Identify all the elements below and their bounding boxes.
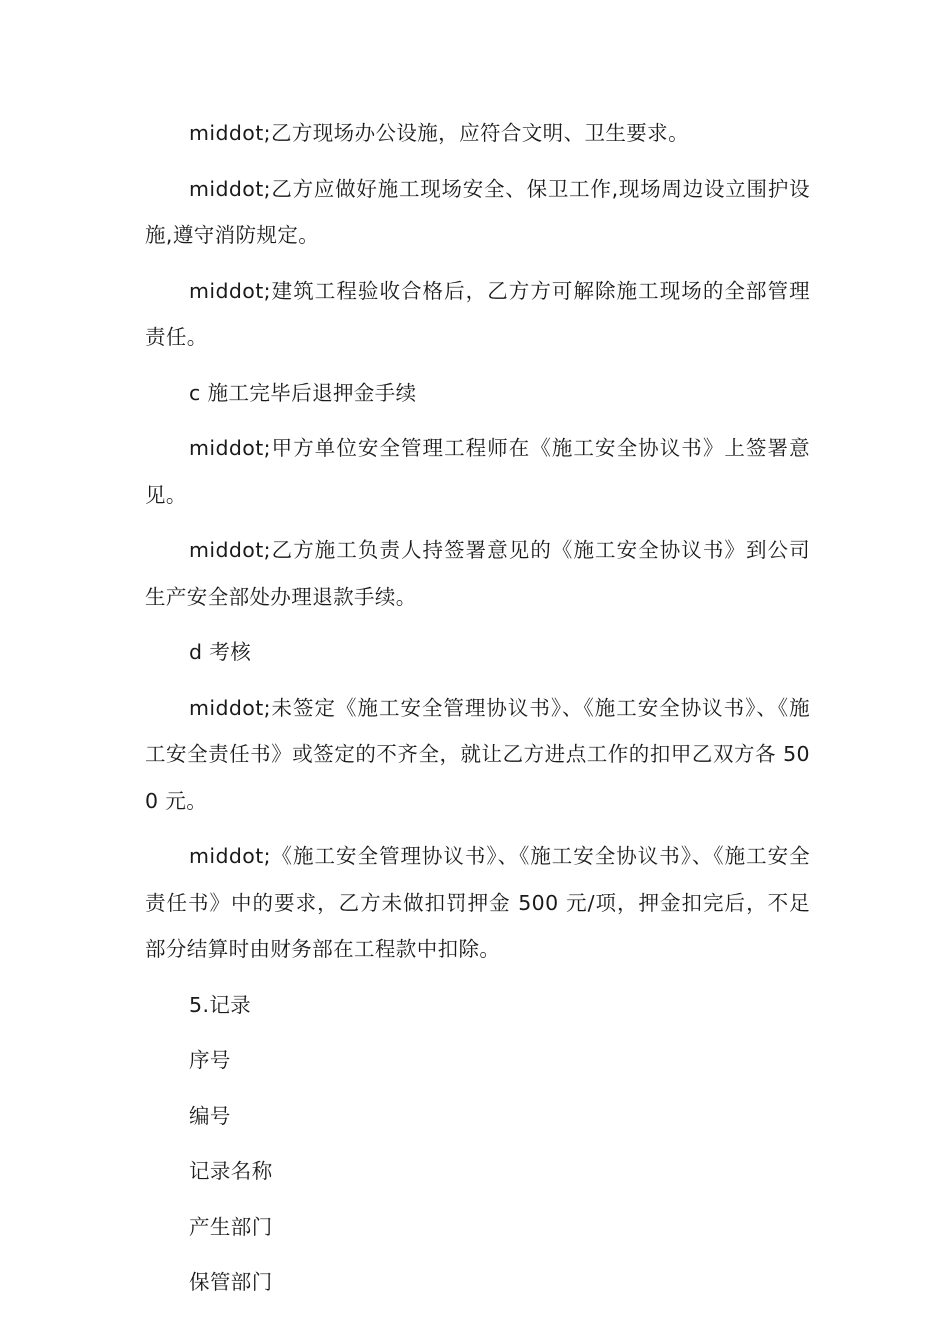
paragraph-acceptance: middot;建筑工程验收合格后，乙方方可解除施工现场的全部管理责任。 [145,278,810,349]
document-body [145,110,810,1306]
record-field-serial: 序号 [189,1048,231,1072]
heading-assessment: d 考核 [189,640,252,664]
record-field-code: 编号 [189,1103,231,1128]
record-field-name: 记录名称 [189,1159,273,1183]
paragraph-engineer-sign: middot;甲方单位安全管理工程师在《施工安全协议书》上签署意见。 [145,436,810,507]
paragraph-refund-procedure: middot;乙方施工负责人持签署意见的《施工安全协议书》到公司生产安全部处办理退款手续。 [145,538,810,609]
paragraph-unsigned-penalty: middot;未签定《施工安全管理协议书》、《施工安全协议书》、《施工安全责任书》或签定的不齐全，就让乙方进点工作的扣甲乙双方各 500 元。 [145,695,810,813]
record-field-custody-dept: 保管部门 [189,1270,273,1294]
paragraph-office-facilities: middot;乙方现场办公设施，应符合文明、卫生要求。 [189,121,689,145]
heading-deposit-refund: c 施工完毕后退押金手续 [189,380,417,405]
record-field-origin-dept: 产生部门 [189,1214,273,1239]
paragraph-site-security: middot;乙方应做好施工现场安全、保卫工作,现场周边设立围护设施,遵守消防规定。 [145,176,810,247]
paragraph-deposit-deduction: middot;《施工安全管理协议书》、《施工安全协议书》、《施工安全责任书》中的要求，乙方未做扣罚押金 500 元/项，押金扣完后，不足部分结算时由财务部在工程款中扣除。 [145,844,810,961]
heading-records: 5.记录 [189,992,252,1017]
